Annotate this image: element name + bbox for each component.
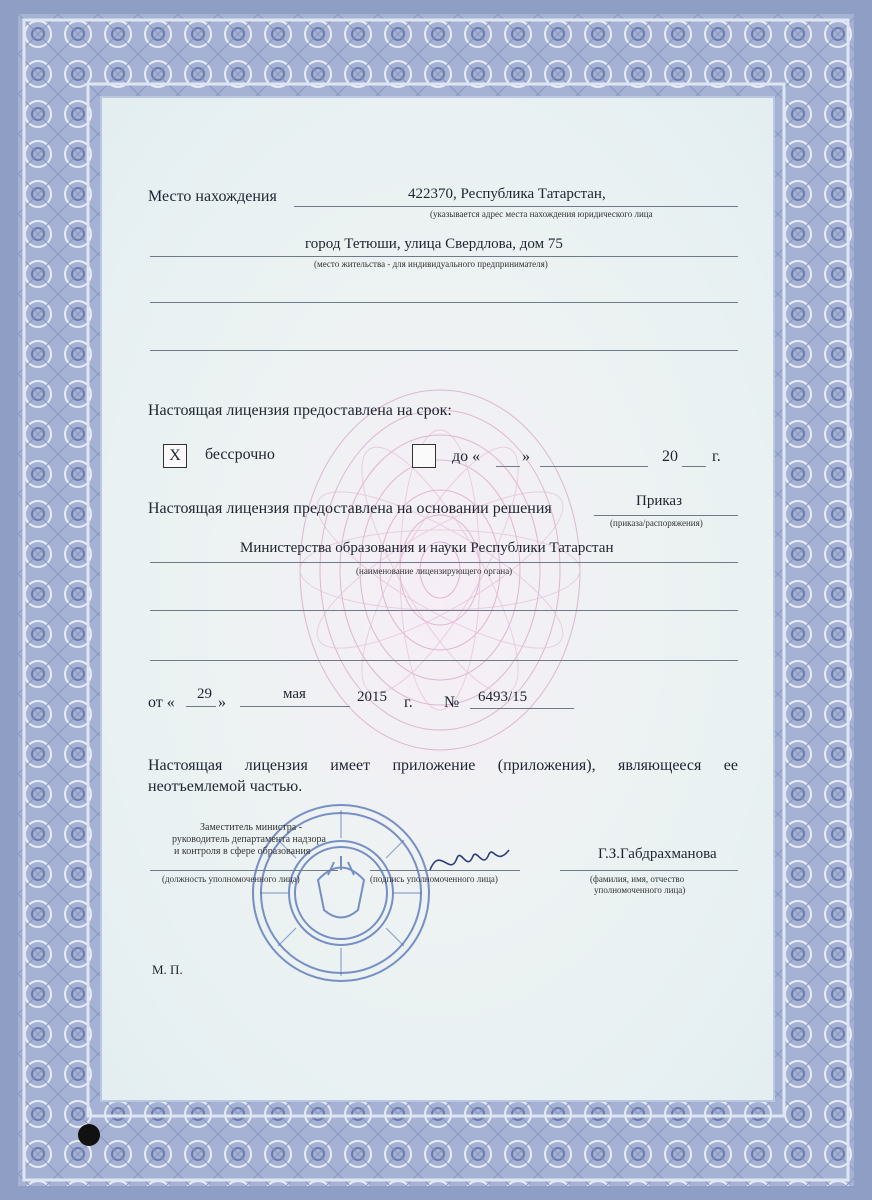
address-line-1: 422370, Республика Татарстан, bbox=[408, 186, 606, 202]
basis-type: Приказ bbox=[636, 493, 683, 509]
date-close: » bbox=[218, 694, 226, 711]
blank-line bbox=[150, 302, 738, 303]
basis-label: Настоящая лицензия предоставлена на основании решения bbox=[148, 500, 552, 517]
position-line bbox=[150, 870, 338, 871]
address-line-2: город Тетюши, улица Свердлова, дом 75 bbox=[305, 236, 563, 252]
signature-caption: (подпись уполномоченного лица) bbox=[370, 874, 498, 884]
until-year-prefix: 20 bbox=[662, 448, 678, 465]
seal-place-mark: М. П. bbox=[152, 962, 183, 977]
until-checkbox bbox=[412, 444, 436, 468]
signatory-name: Г.З.Габдрахманова bbox=[598, 846, 717, 862]
indefinite-label: бессрочно bbox=[205, 446, 275, 463]
until-year-line bbox=[682, 466, 706, 467]
address-caption-1: (указывается адрес места нахождения юридического лица bbox=[430, 209, 653, 219]
signature-line bbox=[370, 870, 520, 871]
appendix-text-line-1: Настоящая лицензия имеет приложение (приложения), являющееся ее bbox=[148, 757, 738, 774]
date-month: мая bbox=[283, 686, 306, 702]
date-year-suffix: г. bbox=[404, 694, 413, 711]
date-day-line bbox=[186, 706, 216, 707]
signatory-position-1: Заместитель министра - bbox=[200, 822, 303, 833]
until-close: » bbox=[522, 448, 530, 465]
appendix-text-line-2: неотъемлемой частью. bbox=[148, 778, 303, 795]
until-open: до « bbox=[452, 448, 481, 465]
number-sign: № bbox=[444, 694, 460, 711]
address-underline-1 bbox=[294, 206, 738, 207]
number-line bbox=[470, 708, 574, 709]
blank-line bbox=[150, 610, 738, 611]
blank-line bbox=[150, 660, 738, 661]
name-line bbox=[560, 870, 738, 871]
punch-hole bbox=[78, 1124, 100, 1146]
term-label: Настоящая лицензия предоставлена на срок: bbox=[148, 402, 452, 419]
signatory-position-3: и контроля в сфере образования bbox=[174, 846, 311, 857]
date-month-line bbox=[240, 706, 350, 707]
position-caption: (должность уполномоченного лица) bbox=[162, 874, 300, 884]
address-underline-2 bbox=[150, 256, 738, 257]
license-number: 6493/15 bbox=[478, 689, 528, 705]
date-open: от « bbox=[148, 694, 175, 711]
date-day: 29 bbox=[197, 686, 212, 702]
name-caption-2: уполномоченного лица) bbox=[594, 885, 686, 895]
address-caption-2: (место жительства - для индивидуального предпринимателя) bbox=[314, 259, 548, 269]
until-day-line bbox=[496, 466, 520, 467]
until-month-line bbox=[540, 466, 648, 467]
indefinite-checkbox: X bbox=[163, 444, 187, 468]
address-label: Место нахождения bbox=[148, 188, 277, 205]
basis-type-caption: (приказа/распоряжения) bbox=[610, 518, 703, 528]
basis-type-line bbox=[594, 515, 738, 516]
name-caption-1: (фамилия, имя, отчество bbox=[590, 874, 685, 884]
basis-authority-line bbox=[150, 562, 738, 563]
blank-line bbox=[150, 350, 738, 351]
basis-authority-caption: (наименование лицензирующего органа) bbox=[356, 566, 513, 576]
date-year: 2015 bbox=[357, 689, 387, 705]
until-year-suffix: г. bbox=[712, 448, 721, 465]
basis-authority: Министерства образования и науки Республики Татарстан bbox=[240, 540, 614, 556]
signatory-position-2: руководитель департамента надзора bbox=[172, 834, 326, 845]
